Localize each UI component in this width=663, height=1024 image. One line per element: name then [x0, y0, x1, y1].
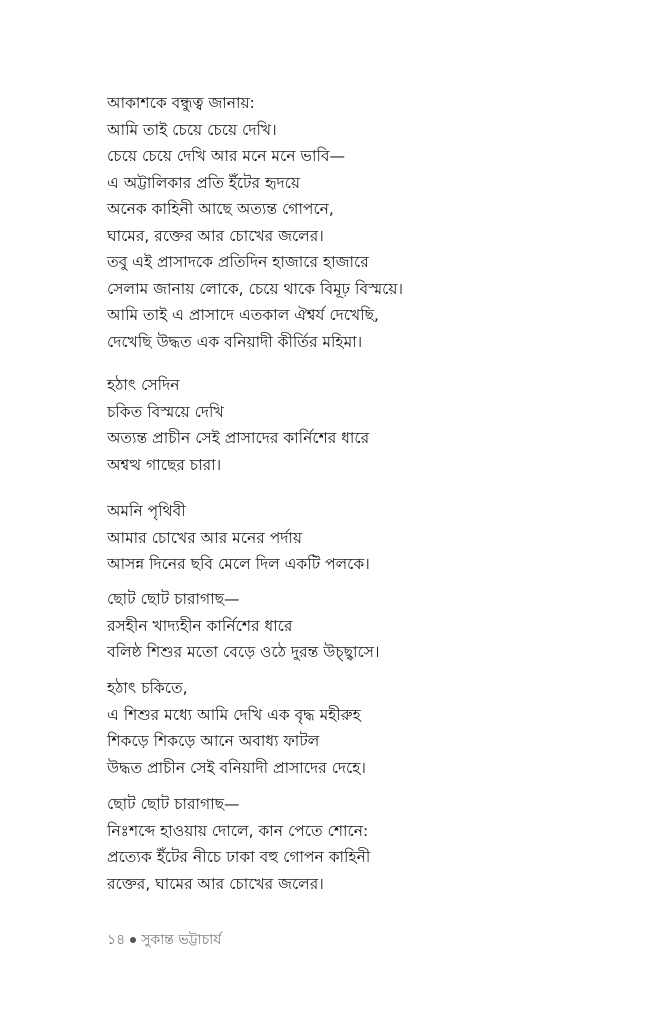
poem-line: ঘামের, রক্তের আর চোখের জলের। [107, 226, 324, 245]
poem-line: রক্তের, ঘামের আর চোখের জলের। [107, 874, 324, 893]
page-number: ১৪ [107, 932, 126, 948]
poem-line: ছোট ছোট চারাগাছ— [107, 795, 240, 813]
poem-line: হঠাৎ সেদিন [107, 376, 180, 394]
poem-line: অনেক কাহিনী আছে অত্যন্ত গোপনে, [107, 200, 334, 218]
poem-line: উদ্ধত প্রাচীন সেই বনিয়াদী প্রাসাদের দেহে। [107, 758, 366, 777]
poem-line: তবু এই প্রাসাদকে প্রতিদিন হাজারে হাজারে [107, 253, 369, 271]
poem-line: চেয়ে চেয়ে দেখি আর মনে মনে ভাবি— [107, 147, 346, 165]
poem-line: এ অট্টালিকার প্রতি ইঁটের হৃদয়ে [107, 173, 301, 192]
poem-line: ছোট ছোট চারাগাছ— [107, 590, 240, 608]
poem-line: এ শিশুর মধ্যে আমি দেখি এক বৃদ্ধ মহীরুহ [107, 705, 361, 724]
poem-line: অত্যন্ত প্রাচীন সেই প্রাসাদের কার্নিশের ধারে [107, 429, 370, 447]
poem-line: আমার চোখের আর মনের পর্দায় [107, 528, 303, 547]
poem-line: বলিষ্ঠ শিশুর মতো বেড়ে ওঠে দুরন্ত উচ্ছ্বাসে। [107, 643, 380, 661]
poem-line: আকাশকে বন্ধুত্ব জানায়: [107, 94, 255, 112]
poem-line: নিঃশব্দে হাওয়ায় দোলে, কান পেতে শোনে: [107, 821, 369, 840]
poem-line: প্রত্যেক ইঁটের নীচে ঢাকা বহু গোপন কাহিনী [107, 848, 371, 866]
poem-line: হঠাৎ চকিতে, [107, 679, 188, 697]
stanza [107, 90, 627, 355]
stanza [107, 675, 627, 781]
poem-line: আসন্ন দিনের ছবি মেলে দিল একটি পলকে। [107, 555, 370, 573]
poem-line: অশ্বত্থ গাছের চারা। [107, 455, 222, 474]
poem-line: দেখেছি উদ্ধত এক বনিয়াদী কীর্তির মহিমা। [107, 332, 363, 351]
poem-line: সেলাম জানায় লোকে, চেয়ে থাকে বিমূঢ় বিস্ময়ে। [107, 279, 404, 298]
stanza [107, 791, 627, 897]
stanza [107, 372, 627, 478]
stanza [107, 498, 627, 578]
poem-line: শিকড়ে শিকড়ে আনে অবাধ্য ফাটল [107, 732, 320, 750]
author-name: সুকান্ত ভট্টাচার্য [141, 932, 222, 948]
poem-line: আমি তাই চেয়ে চেয়ে দেখি। [107, 120, 277, 139]
stanza [107, 586, 627, 666]
poem-line: অমনি পৃথিবী [107, 502, 186, 520]
poem-line: চকিত বিস্ময়ে দেখি [107, 402, 224, 421]
bullet-dot-icon [130, 937, 136, 943]
poem-line: রসহীন খাদ্যহীন কার্নিশের ধারে [107, 616, 293, 635]
page-footer [107, 930, 221, 950]
poem-line: আমি তাই এ প্রাসাদে এতকাল ঐশ্বর্য দেখেছি, [107, 306, 379, 324]
